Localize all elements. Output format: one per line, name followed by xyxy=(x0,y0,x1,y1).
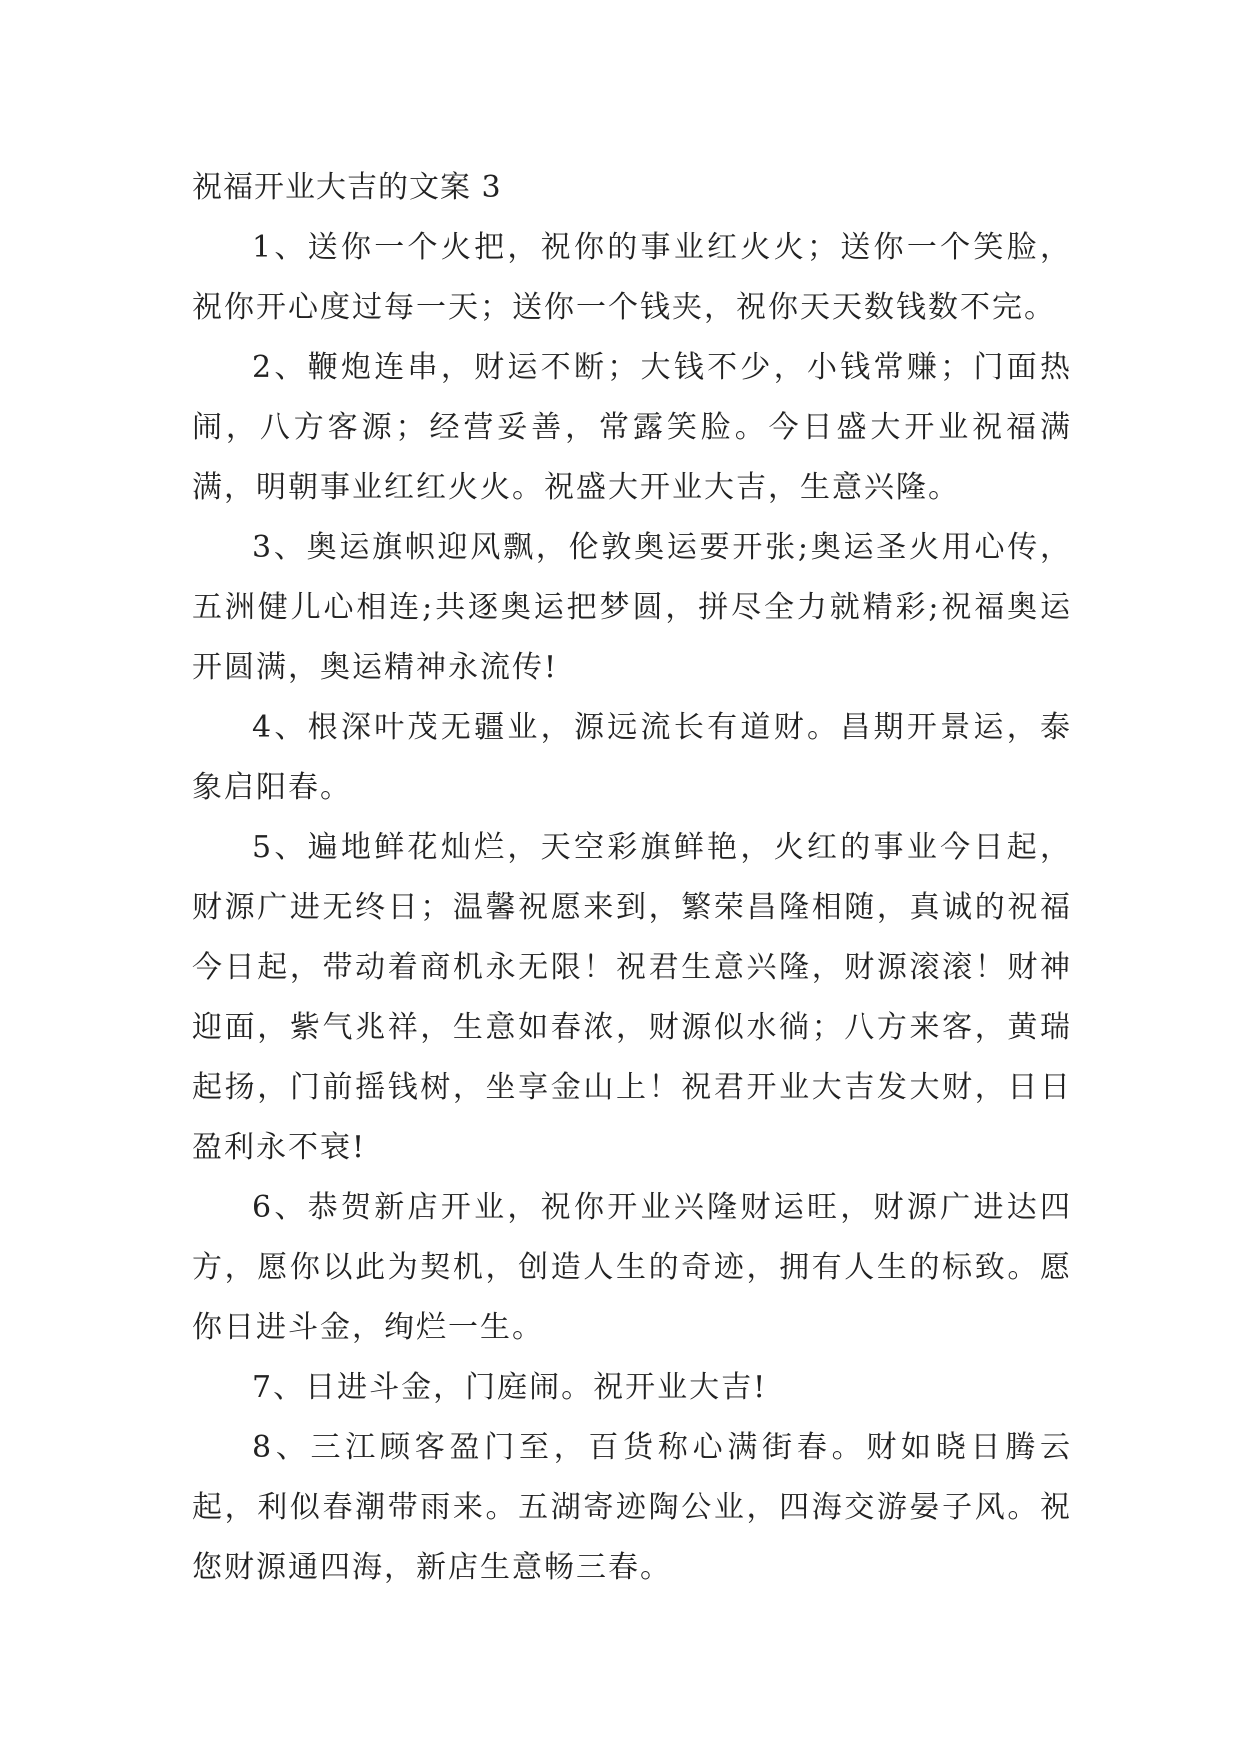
paragraph-1: 1、送你一个火把，祝你的事业红火火；送你一个笑脸，祝你开心度过每一天；送你一个钱夹，祝你天天数钱数不完。 xyxy=(192,230,1072,325)
paragraph-3: 3、奥运旗帜迎风飘，伦敦奥运要开张;奥运圣火用心传，五洲健儿心相连;共逐奥运把梦圆，拼尽全力就精彩;祝福奥运开圆满，奥运精神永流传! xyxy=(192,530,1072,685)
paragraph-4: 4、根深叶茂无疆业，源远流长有道财。昌期开景运，泰象启阳春。 xyxy=(192,710,1072,805)
paragraph-6: 6、恭贺新店开业，祝你开业兴隆财运旺，财源广进达四方，愿你以此为契机，创造人生的奇迹，拥有人生的标致。愿你日进斗金，绚烂一生。 xyxy=(192,1190,1072,1345)
paragraph-7: 7、日进斗金，门庭闹。祝开业大吉! xyxy=(252,1370,768,1405)
paragraph-2: 2、鞭炮连串，财运不断；大钱不少，小钱常赚；门面热闹，八方客源；经营妥善，常露笑脸。今日盛大开业祝福满满，明朝事业红红火火。祝盛大开业大吉，生意兴隆。 xyxy=(192,350,1072,505)
document-body xyxy=(192,158,1072,1598)
document-title: 祝福开业大吉的文案 3 xyxy=(192,170,502,205)
paragraph-8: 8、三江顾客盈门至，百货称心满街春。财如晓日腾云起，利似春潮带雨来。五湖寄迹陶公业，四海交游晏子风。祝您财源通四海，新店生意畅三春。 xyxy=(192,1430,1072,1585)
paragraph-5: 5、遍地鲜花灿烂，天空彩旗鲜艳，火红的事业今日起，财源广进无终日；温馨祝愿来到，繁荣昌隆相随，真诚的祝福今日起，带动着商机永无限！祝君生意兴隆，财源滚滚！财神迎面，紫气兆祥，生意如春浓，财源似水徜；八方来客，黄瑞起扬，门前摇钱树，坐享金山上！祝君开业大吉发大财，日日盈利永不衰! xyxy=(192,830,1072,1165)
